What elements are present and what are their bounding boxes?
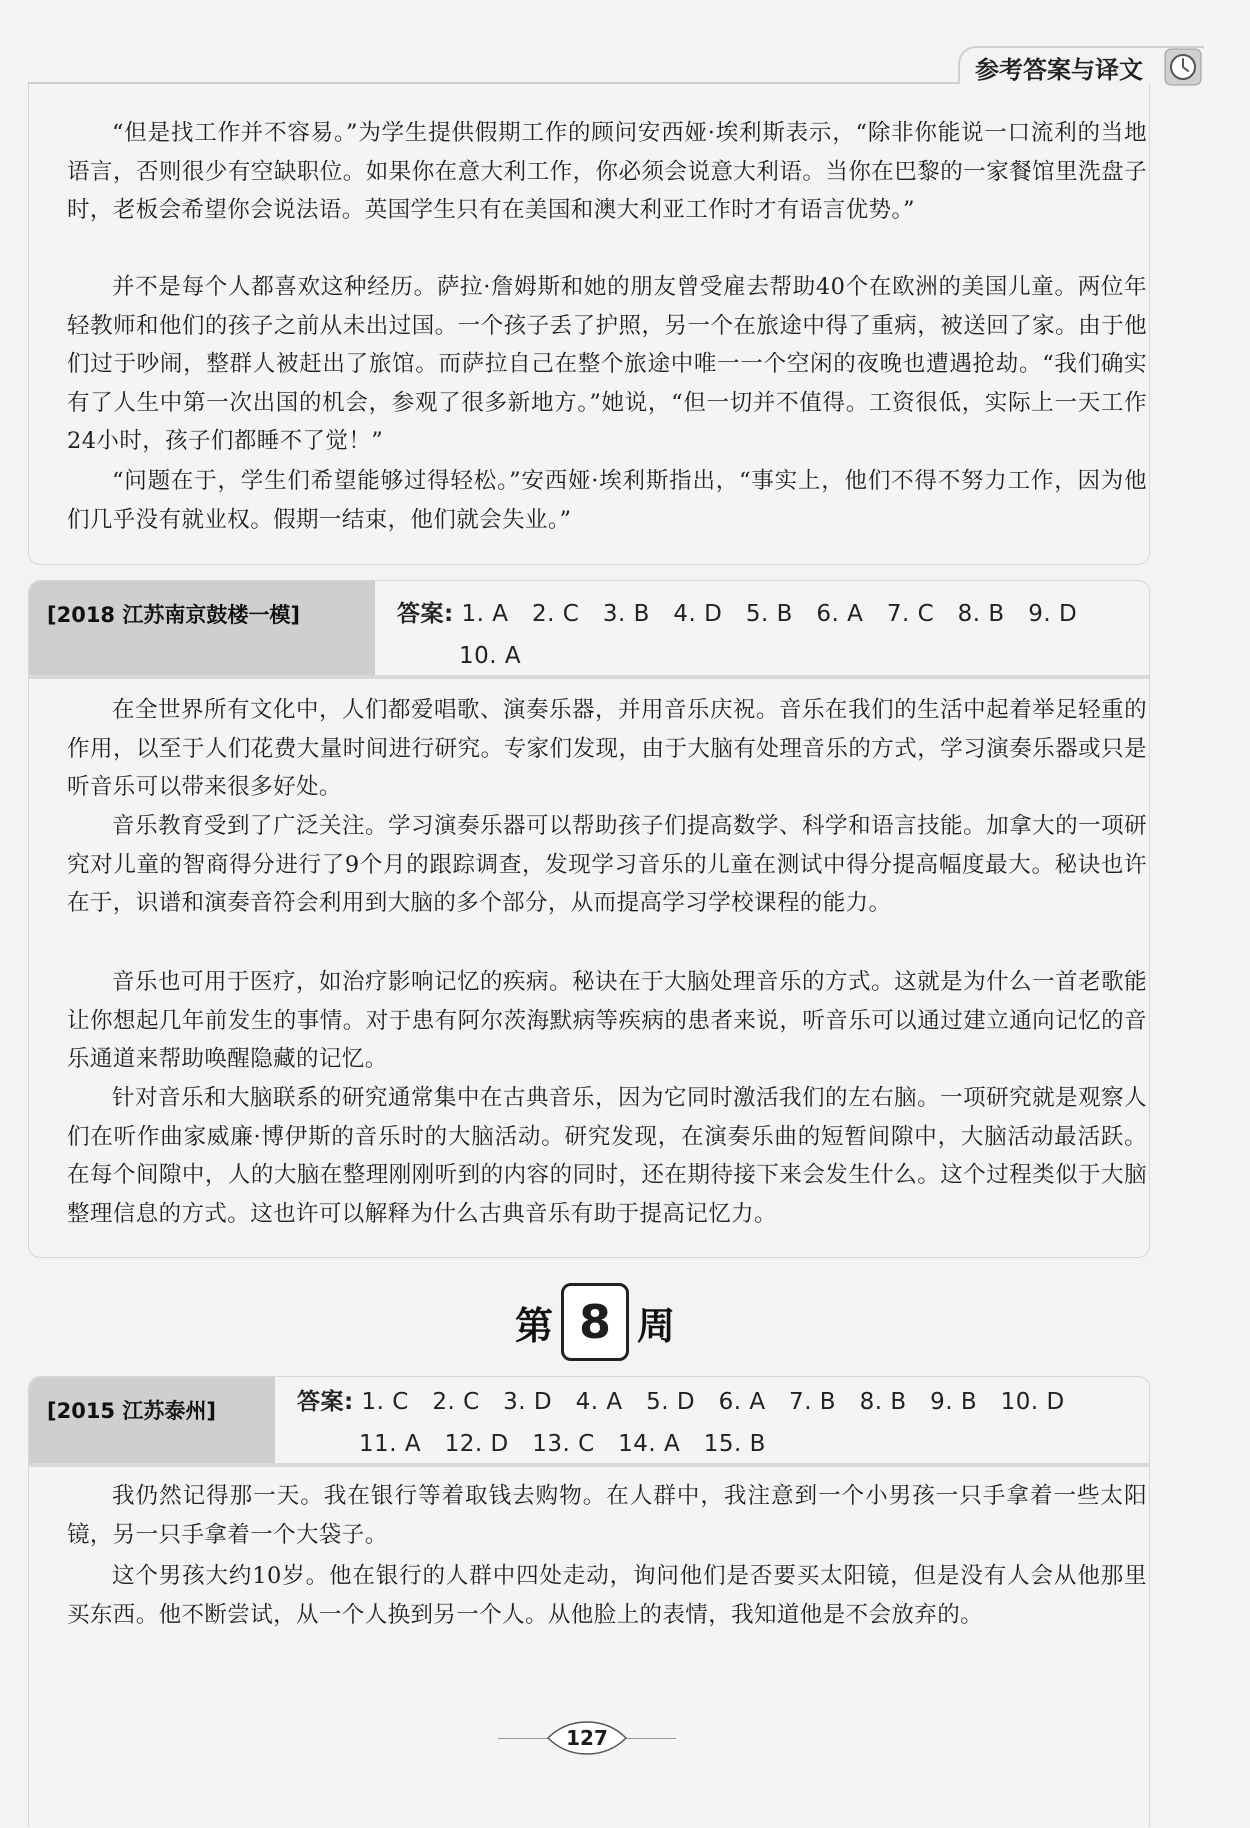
week-number: 8 bbox=[561, 1283, 629, 1361]
paragraph: 在全世界所有文化中，人们都爱唱歌、演奏乐器，并用音乐庆祝。音乐在我们的生活中起着举足轻重的作用，以至于人们花费大量时间进行研究。专家们发现，由于大脑有处理音乐的方式，学习演奏乐器或只是听音乐可以带来很多好处。 bbox=[67, 697, 1147, 800]
week-heading bbox=[515, 1282, 675, 1362]
answer-box-2015 bbox=[28, 1376, 1150, 1827]
answer-key: 答案: 1. C 2. C 3. D 4. A 5. D 6. A 7. B 8. B 9. B 10. D 11. A 12. D 13. C 14. A 15. B bbox=[297, 1389, 1065, 1457]
paragraph: “问题在于，学生们希望能够过得轻松。”安西娅·埃利斯指出，“事实上，他们不得不努力工作，因为他们几乎没有就业权。假期一结束，他们就会失业。” bbox=[67, 468, 1147, 533]
page-number-rule-left bbox=[498, 1738, 548, 1739]
paragraph: 音乐教育受到了广泛关注。学习演奏乐器可以帮助孩子们提高数学、科学和语言技能。加拿大的一项研究对儿童的智商得分进行了9个月的跟踪调查，发现学习音乐的儿童在测试中得分提高幅度最大。秘诀也许在于，识谱和演奏音符会利用到大脑的多个部分，从而提高学习学校课程的能力。 bbox=[67, 813, 1147, 916]
week-suffix: 周 bbox=[637, 1302, 676, 1348]
page-number: 127 bbox=[566, 1726, 608, 1750]
paragraph: “但是找工作并不容易。”为学生提供假期工作的顾问安西娅·埃利斯表示，“除非你能说一口流利的当地语言，否则很少有空缺职位。如果你在意大利工作，你必须会说意大利语。当你在巴黎的一家餐馆里洗盘子时，老板会希望你会说法语。英国学生只有在美国和澳大利亚工作时才有语言优势。” bbox=[67, 120, 1147, 223]
paragraph: 针对音乐和大脑联系的研究通常集中在古典音乐，因为它同时激活我们的左右脑。一项研究就是观察人们在听作曲家威廉·博伊斯的音乐时的大脑活动。研究发现，在演奏乐曲的短暂间隙中，大脑活动最活跃。在每个间隙中，人的大脑在整理刚刚听到的内容的同时，还在期待接下来会发生什么。这个过程类似于大脑整理信息的方式。这也许可以解释为什么古典音乐有助于提高记忆力。 bbox=[67, 1085, 1147, 1227]
translation-box-1 bbox=[28, 84, 1150, 565]
exam-source-tag: [2015 江苏泰州] bbox=[29, 1377, 275, 1463]
paragraph: 并不是每个人都喜欢这种经历。萨拉·詹姆斯和她的朋友曾受雇去帮助40个在欧洲的美国儿童。两位年轻教师和他们的孩子之前从未出过国。一个孩子丢了护照，另一个在旅途中得了重病，被送回了家。由于他们过于吵闹，整群人被赶出了旅馆。而萨拉自己在整个旅途中唯一一个空闲的夜晚也遭遇抢劫。“我们确实有了人生中第一次出国的机会，参观了很多新地方。”她说，“但一切并不值得。工资很低，实际上一天工作24小时，孩子们都睡不了觉！” bbox=[67, 274, 1147, 454]
answer-key: 答案: 1. A 2. C 3. B 4. D 5. B 6. A 7. C 8. B 9. D 10. A bbox=[397, 601, 1078, 669]
page-number-rule-right bbox=[626, 1738, 676, 1739]
week-prefix: 第 bbox=[515, 1302, 554, 1348]
paragraph: 音乐也可用于医疗，如治疗影响记忆的疾病。秘诀在于大脑处理音乐的方式。这就是为什么一首老歌能让你想起几年前发生的事情。对于患有阿尔茨海默病等疾病的患者来说，听音乐可以通过建立通向记忆的音乐通道来帮助唤醒隐藏的记忆。 bbox=[67, 969, 1147, 1072]
paragraph: 这个男孩大约10岁。他在银行的人群中四处走动，询问他们是否要买太阳镜，但是没有人会从他那里买东西。他不断尝试，从一个人换到另一个人。从他脸上的表情，我知道他是不会放弃的。 bbox=[67, 1563, 1147, 1628]
clock-icon bbox=[1164, 48, 1202, 86]
exam-source-tag: [2018 江苏南京鼓楼一模] bbox=[29, 581, 375, 675]
paragraph: 我仍然记得那一天。我在银行等着取钱去购物。在人群中，我注意到一个小男孩一只手拿着一些太阳镜，另一只手拿着一个大袋子。 bbox=[67, 1483, 1147, 1548]
answer-box-2018 bbox=[28, 580, 1150, 1258]
header-title: 参考答案与译文 bbox=[975, 56, 1143, 84]
